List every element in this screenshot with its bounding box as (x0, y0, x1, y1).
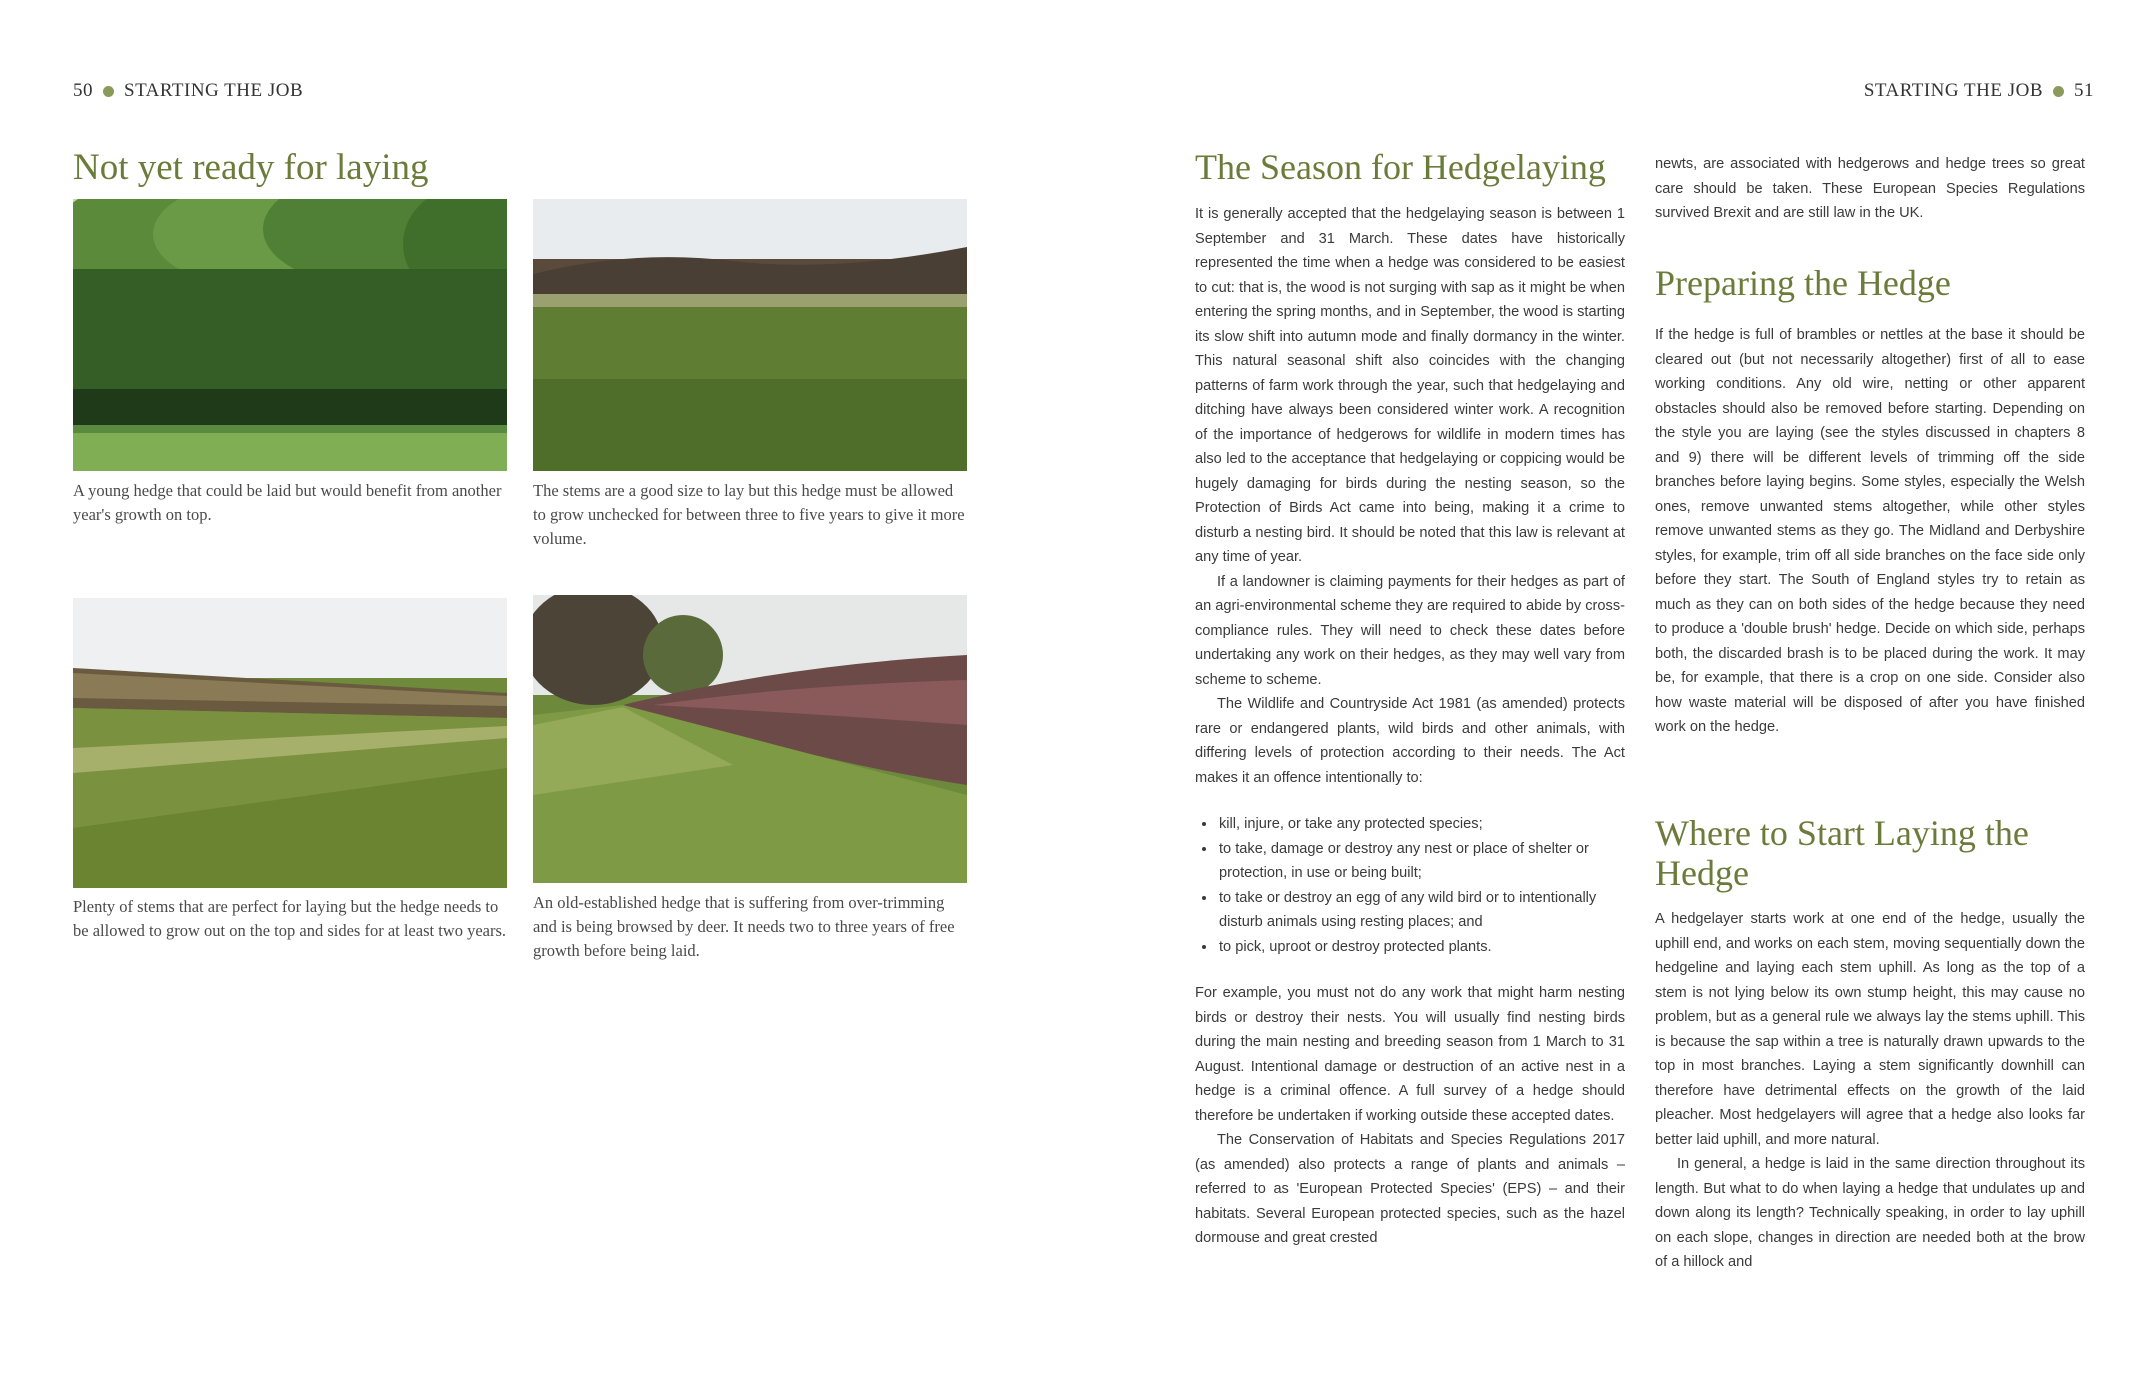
caption-young-hedge: A young hedge that could be laid but would benefit from another year's growth on top. (73, 481, 502, 524)
season-paragraph-5-continued: newts, are associated with hedgerows and hedge trees so great care should be taken. These European Species Regulations survived Brexit and are still law in the UK. (1655, 156, 2085, 221)
photo-old-established-hedge (533, 595, 967, 883)
right-running-head (1864, 80, 2094, 102)
left-page-number: 50 (73, 80, 93, 101)
where-paragraph-1: A hedgelayer starts work at one end of the hedge, usually the uphill end, and works on each stem, moving sequentially down the hedgeline and laying each stem uphill. As long as the top of a stem is not lying below its own stump height, this may cause no problem, but as a general rule we always lay the stems uphill. This is because the sap within a tree is naturally drawn upwards to the top in most branches. Laying a stem significantly downhill can therefore have detrimental effects on the growth of the laid pleacher. Most hedgelayers will agree that a hedge also looks far better laid uphill, and more natural. (1655, 911, 2085, 1148)
preparing-paragraph-1: If the hedge is full of brambles or nettles at the base it should be cleared out (but not necessarily altogether) first of all to ease working conditions. Any old wire, netting or other apparent obstacles should also be removed before starting. Depending on the style you are laying (see the styles discussed in chapters 8 and 9) there will be different levels of trimming off the side branches before laying begins. Some styles, especially the Welsh ones, remove unwanted stems altogether, while other styles remove unwanted stems as they go. The Midland and Derbyshire styles, for example, trim off all side branches on the face side only before they start. The South of England styles try to retain as much as they can on both sides of the hedge because they need to produce a 'double brush' hedge. Decide on which side, perhaps both, the discarded brash is to be placed during the work. It may be, for example, that there is a crop on one side. Consider also how waste material will be disposed of after you have finished work on the hedge. (1655, 327, 2085, 735)
heading-season-for-hedgelaying: The Season for Hedgelaying (1195, 147, 1606, 187)
where-paragraph-2: In general, a hedge is laid in the same direction throughout its length. But what to do when laying a hedge that undulates up and down along its length? Technically speaking, in order to lay uphill on each slope, changes in direction are needed both at the brow of a hillock and (1655, 1156, 2085, 1270)
column-left (1195, 202, 1625, 1251)
preparing-section (1655, 323, 2085, 740)
bullet-dot-icon (2053, 86, 2064, 97)
protected-actions-list (1195, 812, 1625, 959)
right-page-number: 51 (2074, 80, 2094, 101)
heading-where-to-start: Where to Start Laying the Hedge (1655, 813, 2029, 893)
photo-young-hedge (73, 199, 507, 471)
heading-preparing-the-hedge: Preparing the Hedge (1655, 263, 1951, 303)
bullet-dot-icon (103, 86, 114, 97)
caption-plenty-of-stems: Plenty of stems that are perfect for laying but the hedge needs to be allowed to grow out on the top and sides for at least two years. (73, 897, 507, 940)
column-right (1655, 152, 2085, 226)
photo-plenty-of-stems (73, 598, 507, 888)
season-paragraph-5: The Conservation of Habitats and Species Regulations 2017 (as amended) also protects a range of plants and animals – referred to as 'European Protected Species' (EPS) – and their habitats. Several European protected species, such as the hazel dormouse and great crested (1195, 1132, 1625, 1246)
caption-stems-good-size: The stems are a good size to lay but this hedge must be allowed to grow unchecked for between three to five years to give it more volume. (533, 481, 965, 548)
season-paragraph-4: For example, you must not do any work that might harm nesting birds or destroy their nests. You will usually find nesting birds during the main nesting and breeding season from 1 March to 31 August. Intentional damage or destruction of an active nest in a hedge is a criminal offence. A full survey of a hedge should therefore be undertaken if working outside these accepted dates. (1195, 985, 1625, 1124)
season-paragraph-2: If a landowner is claiming payments for their hedges as part of an agri-environmental scheme they are required to abide by cross-compliance rules. They will need to check these dates before undertaking any work on their hedges, as they may well vary from scheme to scheme. (1195, 573, 1625, 688)
right-running-title: STARTING THE JOB (1863, 80, 2043, 101)
list-item: • to pick, uproot or destroy protected plants. (1217, 935, 1625, 960)
list-item: • to take, damage or destroy any nest or place of shelter or protection, in use or being built; (1217, 837, 1625, 886)
caption-old-established-hedge: An old-established hedge that is suffering from over-trimming and is being browsed by deer. It needs two to three years of free growth before being laid. (533, 893, 955, 960)
photo-stems-good-size (533, 199, 967, 471)
list-item: • kill, injure, or take any protected species; (1217, 812, 1625, 837)
left-running-head (73, 80, 303, 102)
where-section (1655, 907, 2085, 1275)
left-running-title: STARTING THE JOB (124, 80, 304, 101)
season-paragraph-3: The Wildlife and Countryside Act 1981 (as amended) protects rare or endangered plants, wild birds and other animals, with differing levels of protection according to their needs. The Act makes it an offence intentionally to: (1195, 696, 1625, 786)
season-paragraph-1: It is generally accepted that the hedgelaying season is between 1 September and 31 March. These dates have historically represented the time when a hedge was considered to be easiest to cut: that is, the wood is not surging with sap as it might be when entering the spring months, and in September, the wood is starting its slow shift into autumn mode and finally dormancy in the winter. This natural seasonal shift also coincides with the changing patterns of farm work through the year, such that hedgelaying and ditching have always been considered winter work. A recognition of the importance of hedgerows for wildlife in modern times has also led to the acceptance that hedgelaying or coppicing would be hugely damaging for birds during the nesting season, so the Protection of Birds Act came into being, making it a crime to disturb a nesting bird. It should be noted that this law is relevant at any time of year. (1195, 206, 1625, 565)
list-item: • to take or destroy an egg of any wild bird or to intentionally disturb animals using resting places; and (1217, 886, 1625, 935)
left-page-heading: Not yet ready for laying (73, 147, 429, 188)
